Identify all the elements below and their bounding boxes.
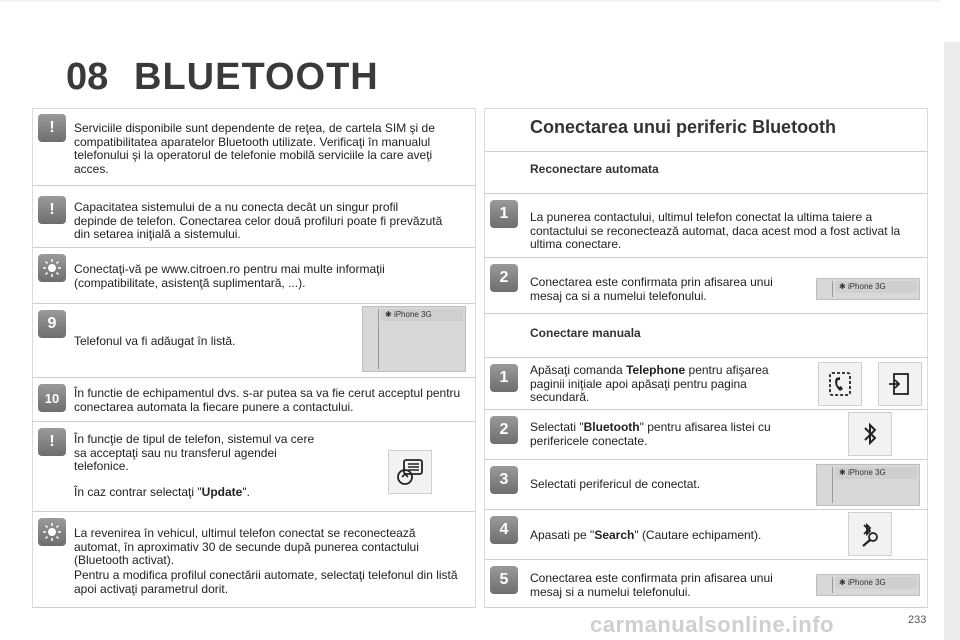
display-screenshot: [362, 306, 466, 372]
watermark: carmanualsonline.info: [590, 612, 834, 637]
screen-label: [835, 577, 917, 589]
warning-icon: !: [38, 428, 66, 456]
m2-pre: Selectati ": [530, 420, 584, 434]
note-reconnect: La revenirea în vehicul, ultimul telefon conectat se reconectează automat, în aproximativ 30 de secunde după punerea contactului (Bluetooth activat).: [74, 526, 419, 567]
bluetooth-icon: ✱: [839, 578, 846, 587]
bluetooth-icon: ✱: [839, 282, 846, 291]
bluetooth-icon: ✱: [385, 310, 392, 319]
note-website: Conectaţi-vă pe www.citroen.ro pentru mai multe informaţii (compatibilitate, asistenţă suplimentară, ...).: [74, 262, 385, 290]
display-screenshot: [816, 278, 920, 300]
step-number-badge: 3: [490, 466, 518, 494]
manual-step-1-text: [530, 364, 798, 405]
step-number-badge: 9: [38, 310, 66, 338]
note-agenda-update: [74, 486, 324, 500]
contacts-update-icon: [388, 450, 432, 494]
screen-label: [381, 309, 463, 321]
auto-step-2-text: Conectarea este confirmata prin afisarea unui mesaj ca si a numelui telefonului.: [530, 275, 773, 303]
screen-phone-name: iPhone 3G: [847, 578, 886, 587]
manual-step-5-text: Conectarea este confirmata prin afisarea unui mesaj si a numelui telefonului.: [530, 571, 773, 599]
screen-sidebar: [819, 281, 833, 297]
screen-phone-name: iPhone 3G: [847, 468, 886, 477]
tip-sun-icon: [38, 518, 66, 546]
page-edge-band: [944, 42, 960, 640]
subsection-manual-title: Conectare manuala: [530, 326, 641, 340]
m2-post: " pentru afisarea listei cu perifericele conectate.: [530, 420, 771, 448]
page-number: 233: [908, 614, 927, 626]
screen-sidebar: [365, 309, 379, 369]
note-reconnect-profile: Pentru a modifica profilul conectării automate, selectaţi telefonul din listă apoi activaţi parametrul dorit.: [74, 568, 458, 596]
screen-phone-name: iPhone 3G: [393, 310, 432, 319]
note-agenda: În funcţie de tipul de telefon, sistemul va cere sa acceptaţi sau nu transferul agendei telefonice.: [74, 432, 315, 473]
m1-post: pentru afişarea paginii iniţiale apoi apăsaţi pentru pagina secundară.: [530, 363, 769, 404]
screen-label: [835, 281, 917, 293]
manual-step-2-text: [530, 421, 798, 448]
display-screenshot: [816, 464, 920, 506]
step-number-badge: 2: [490, 264, 518, 292]
section-title: Conectarea unui periferic Bluetooth: [530, 117, 837, 137]
note-services: Serviciile disponibile sunt dependente de reţea, de cartela SIM şi de compatibilitatea aparatelor Bluetooth utilizate. Verificaţi în manualul telefonului şi la operatorul de telefonie mobilă serviciile la care aveţi acces.: [74, 121, 435, 176]
manual-step-4-text: [530, 529, 798, 543]
display-screenshot: [816, 574, 920, 596]
update-post: ".: [242, 485, 250, 499]
step-9-text: Telefonul va fi adăugat în listă.: [74, 334, 236, 348]
m4-post: " (Cautare echipament).: [634, 528, 762, 542]
secondary-page-icon: [878, 362, 922, 406]
chapter-number: 08: [66, 56, 109, 98]
subsection-auto-title: Reconectare automata: [530, 162, 659, 176]
m4-pre: Apasati pe ": [530, 528, 595, 542]
update-keyword: Update: [201, 485, 243, 499]
search-keyword: Search: [594, 528, 635, 542]
telephone-keyword: Telephone: [626, 363, 686, 377]
bluetooth-keyword: Bluetooth: [583, 420, 640, 434]
screen-phone-name: iPhone 3G: [847, 282, 886, 291]
warning-icon: !: [38, 114, 66, 142]
screen-sidebar: [819, 467, 833, 503]
tip-sun-icon: [38, 254, 66, 282]
manual-step-3-text: Selectati perifericul de conectat.: [530, 477, 701, 491]
update-pre: În caz contrar selectaţi ": [74, 485, 202, 499]
m1-pre: Apăsaţi comanda: [530, 363, 627, 377]
screen-label: [835, 467, 917, 479]
search-device-icon: [848, 512, 892, 556]
screen-sidebar: [819, 577, 833, 593]
step-number-badge: 10: [38, 384, 66, 412]
note-profile: Capacitatea sistemului de a nu conecta decât un singur profil depinde de telefon. Conectarea celor două profiluri poate fi prevăzută din setarea iniţială a sistemului.: [74, 200, 443, 241]
step-number-badge: 1: [490, 364, 518, 392]
warning-icon: !: [38, 196, 66, 224]
step-number-badge: 1: [490, 200, 518, 228]
step-number-badge: 4: [490, 516, 518, 544]
step-10-text: În functie de echipamentul dvs. s-ar putea sa va fie cerut acceptul pentru conectarea automata la fiecare punere a contactului.: [74, 386, 461, 414]
telephone-button-icon: [818, 362, 862, 406]
bluetooth-icon: [848, 412, 892, 456]
bluetooth-icon: ✱: [839, 468, 846, 477]
auto-step-1-text: La punerea contactului, ultimul telefon conectat la ultima taiere a contactului se reconectează automat, daca acest mod a fost activat la ultima conectare.: [530, 210, 901, 251]
step-number-badge: 2: [490, 416, 518, 444]
step-number-badge: 5: [490, 566, 518, 594]
chapter-title: BLUETOOTH: [134, 56, 379, 98]
header-rule: [0, 0, 940, 2]
